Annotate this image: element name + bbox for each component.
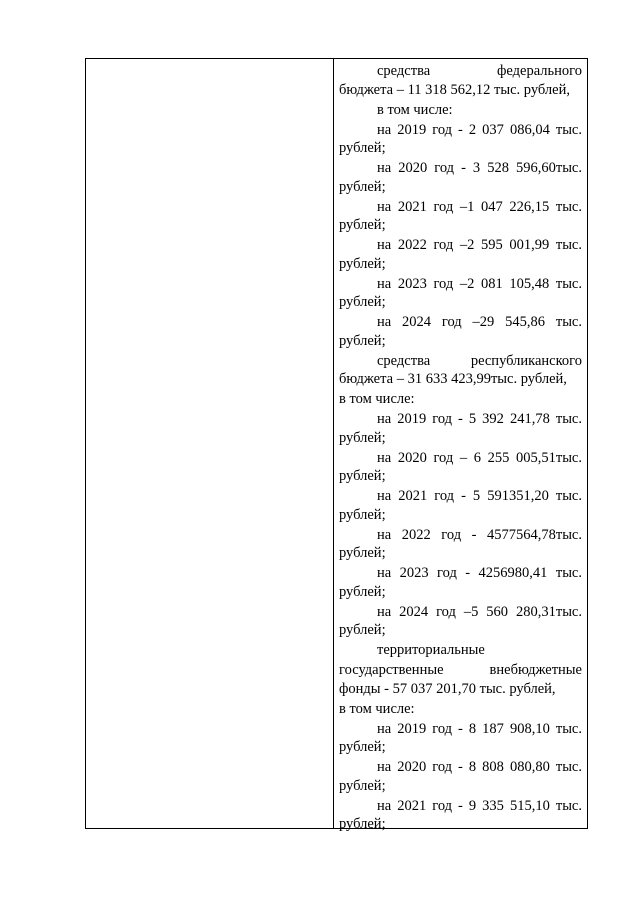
text-line: рублей; [339,622,386,638]
paragraph-year-amount [339,564,582,601]
text-line: бюджета – 31 633 423,99тыс. рублей, [339,371,567,387]
text-line: на 2021 год –1 047 226,15 тыс. [377,198,582,215]
paragraph-year-amount [339,487,582,524]
text-line: территориальные [377,642,485,658]
text-line: рублей; [339,583,386,600]
paragraph-year-amount [339,797,582,834]
text-line: на 2019 год - 5 392 241,78 тыс. [377,411,582,427]
text-line: на 2022 год - 4577564,78тыс. [377,526,582,543]
text-line: на 2022 год –2 595 001,99 тыс. [377,237,582,253]
text-line: на 2020 год - 3 528 596,60тыс. [377,160,582,176]
financing-text-column [339,62,582,835]
paragraph-federal-budget [339,62,582,99]
text-line: фонды - 57 037 201,70 тыс. рублей, [339,680,556,697]
paragraph-year-amount [339,526,582,563]
text-line: рублей; [339,255,386,272]
text-line: в том числе: [339,700,415,717]
text-line: государственные внебюджетные [339,662,582,678]
financing-table [85,58,588,832]
text-line: рублей; [339,429,386,446]
text-line: рублей; [339,816,386,832]
text-line: рублей; [339,140,386,156]
paragraph-year-amount [339,603,582,640]
paragraph-extrabudgetary-funds [339,661,582,698]
text-line: в том числе: [339,391,415,407]
text-line: рублей; [339,777,386,794]
text-line: на 2019 год - 8 187 908,10 тыс. [377,720,582,737]
column-divider [333,59,334,828]
paragraph-year-amount [339,121,582,158]
text-line: рублей; [339,506,386,523]
text-line: на 2024 год –5 560 280,31тыс. [377,603,582,620]
text-line: на 2021 год - 9 335 515,10 тыс. [377,797,582,814]
paragraph-year-amount [339,720,582,757]
paragraph-year-amount [339,198,582,235]
paragraph-year-amount [339,313,582,350]
paragraph-year-amount [339,449,582,486]
text-line: на 2020 год – 6 255 005,51тыс. [377,449,582,466]
text-line: на 2020 год - 8 808 080,80 тыс. [377,759,582,775]
paragraph-republican-budget [339,352,582,389]
text-line: рублей; [339,294,386,310]
text-line: рублей; [339,332,386,349]
text-line: в том числе: [377,101,453,118]
text-line: на 2023 год - 4256980,41 тыс. [377,565,582,581]
text-line: на 2021 год - 5 591351,20 тыс. [377,488,582,504]
text-line: бюджета – 11 318 562,12 тыс. рублей, [339,81,570,98]
paragraph-year-amount [339,275,582,312]
text-line: на 2019 год - 2 037 086,04 тыс. [377,121,582,138]
text-line: средства федерального [377,63,582,79]
text-line: на 2024 год –29 545,86 тыс. [377,314,582,330]
paragraph-year-amount [339,410,582,447]
paragraph-year-amount [339,236,582,273]
text-line: на 2023 год –2 081 105,48 тыс. [377,275,582,292]
text-line: рублей; [339,545,386,561]
paragraph-year-amount [339,758,582,795]
text-line: рублей; [339,217,386,233]
text-line: рублей; [339,739,386,755]
paragraph-year-amount [339,159,582,196]
text-line: средства республиканского [377,352,582,369]
text-line: рублей; [339,468,386,484]
text-line: рублей; [339,178,386,195]
